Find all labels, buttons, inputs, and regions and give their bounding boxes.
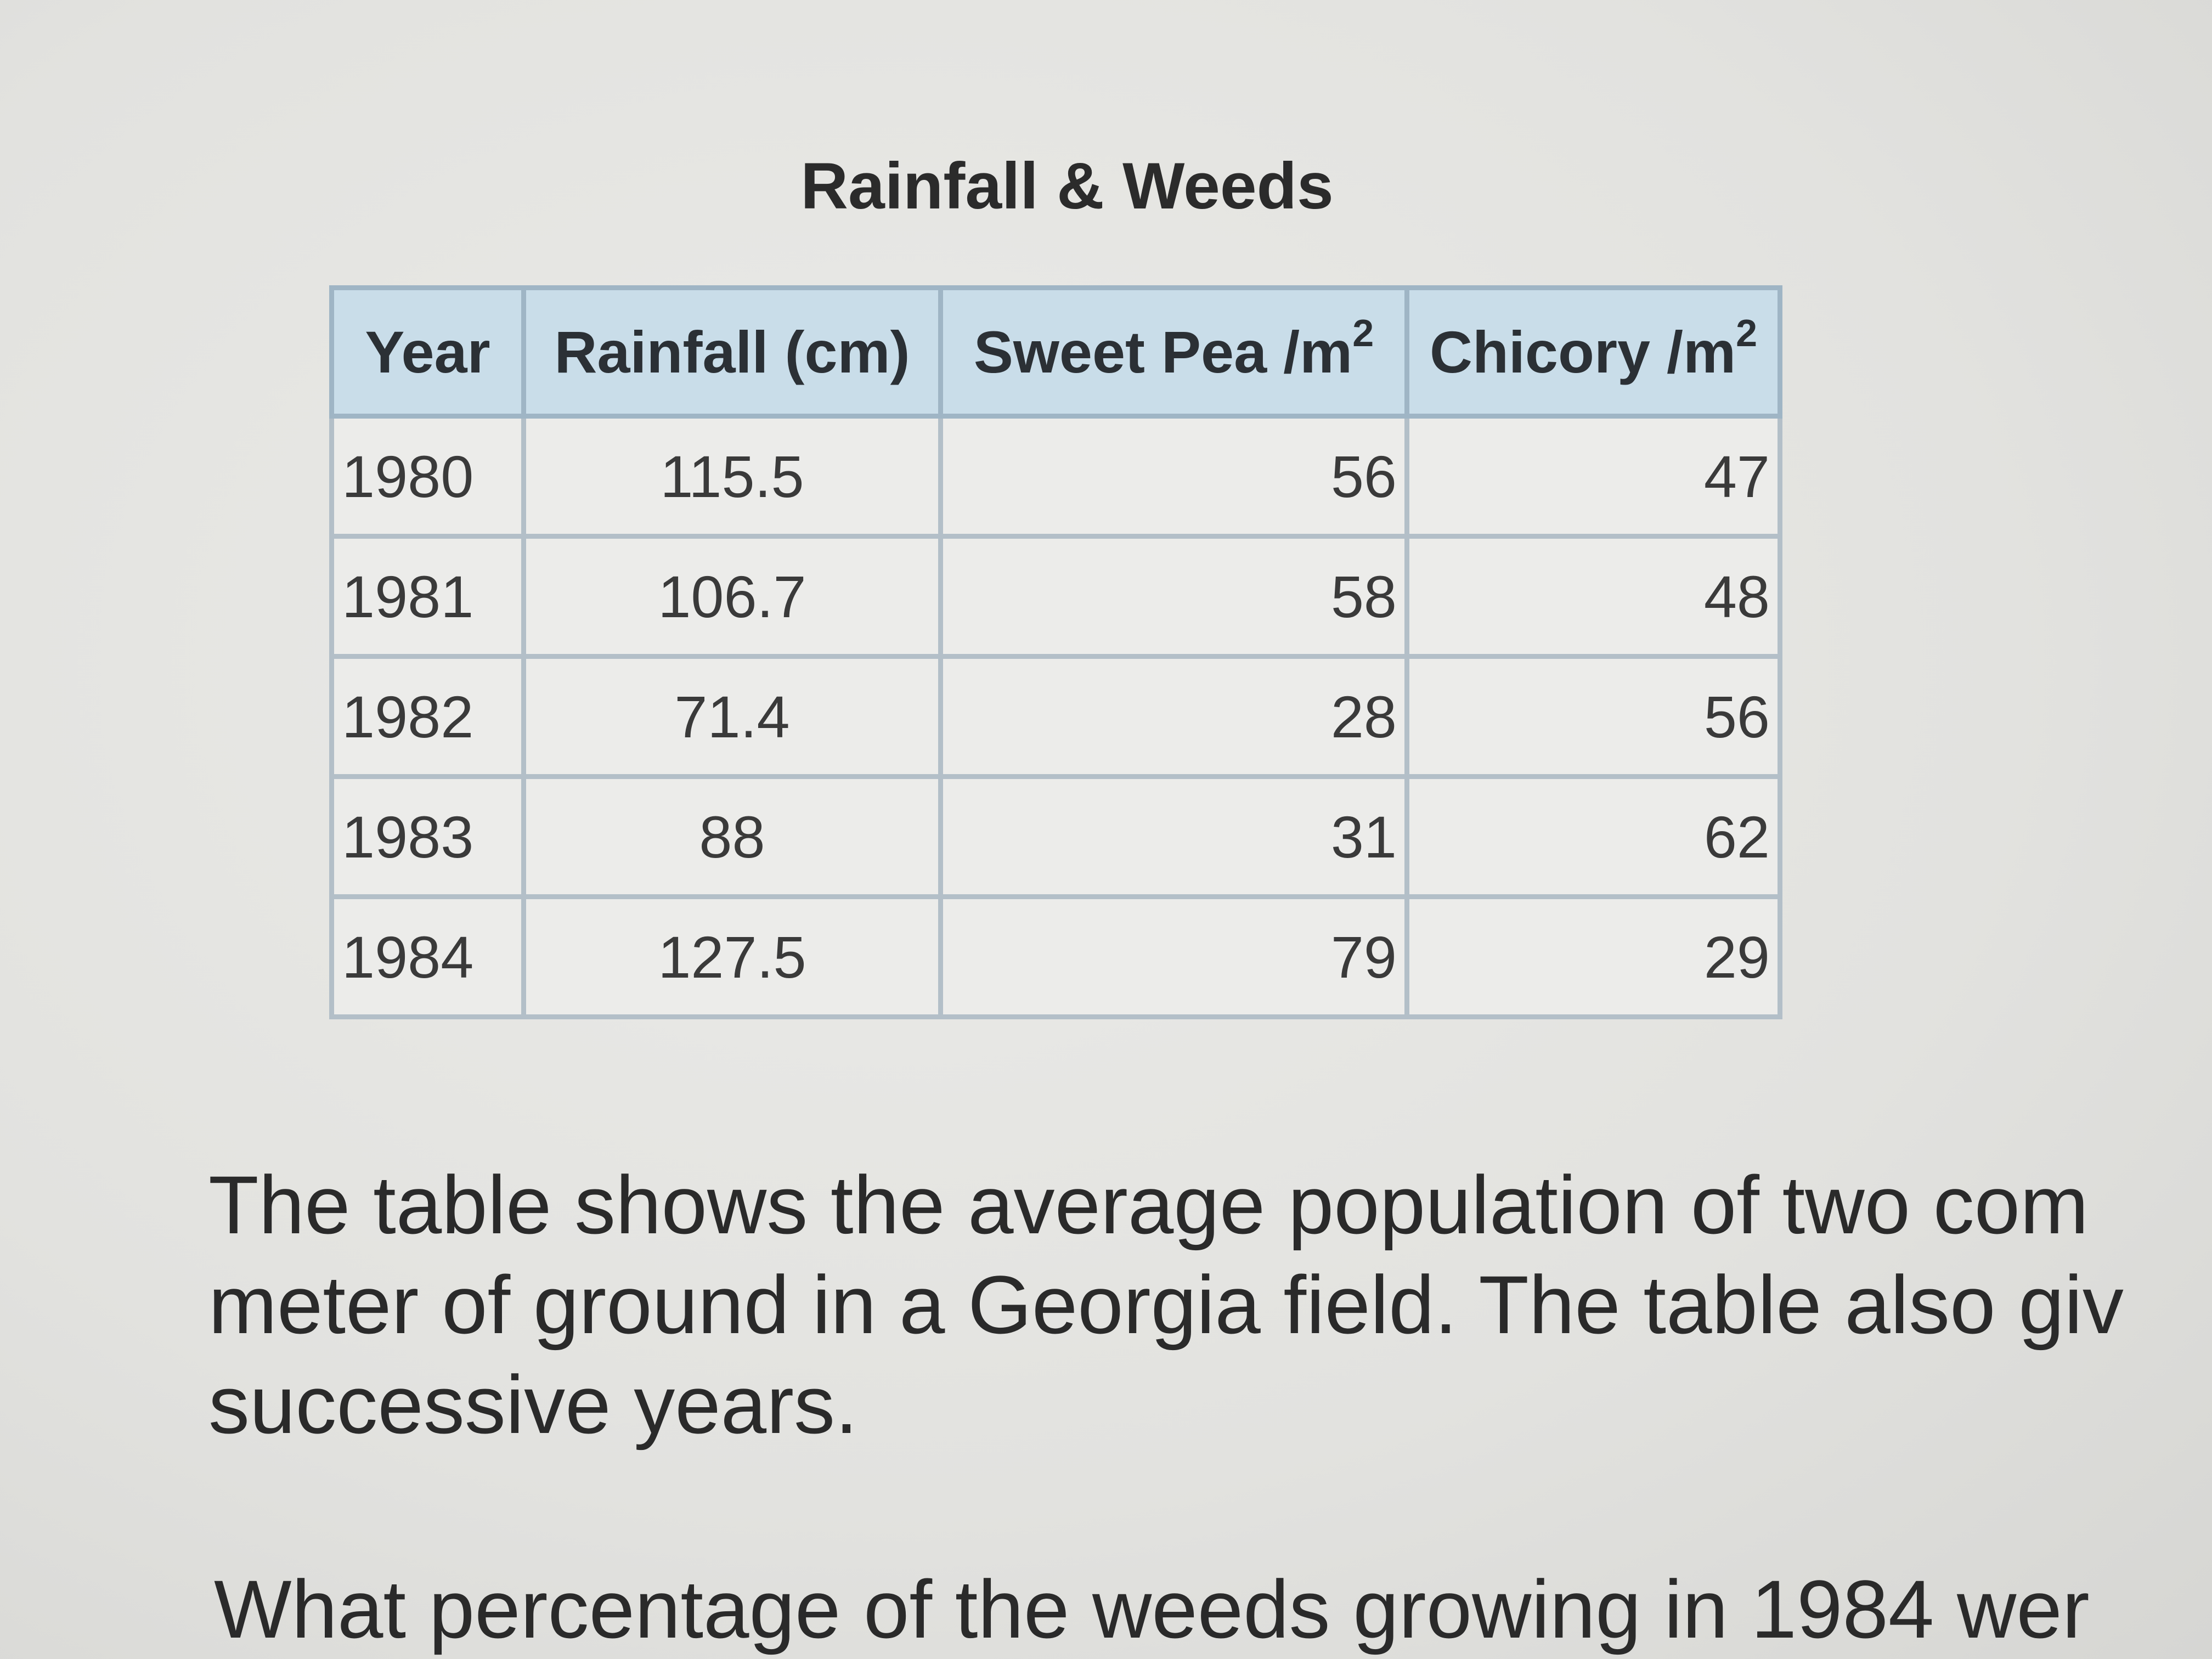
header-chicory bbox=[1407, 288, 1780, 416]
cell-chicory: 29 bbox=[1407, 897, 1780, 1017]
cell-rainfall: 71.4 bbox=[524, 657, 941, 777]
cell-chicory: 48 bbox=[1407, 537, 1780, 657]
cell-chicory: 62 bbox=[1407, 777, 1780, 897]
cell-chicory: 56 bbox=[1407, 657, 1780, 777]
cell-year: 1981 bbox=[332, 537, 524, 657]
cell-year: 1984 bbox=[332, 897, 524, 1017]
header-year bbox=[332, 288, 524, 416]
table-row bbox=[332, 777, 1780, 897]
header-sweet-pea-label: Sweet Pea /m bbox=[973, 319, 1353, 385]
cell-year: 1980 bbox=[332, 416, 524, 537]
cell-rainfall: 127.5 bbox=[524, 897, 941, 1017]
cell-year: 1982 bbox=[332, 657, 524, 777]
rainfall-weeds-table bbox=[329, 285, 1782, 1019]
header-chicory-label: Chicory /m bbox=[1429, 319, 1736, 385]
header-chicory-exponent: 2 bbox=[1736, 312, 1758, 354]
data-table-container bbox=[329, 285, 1778, 1019]
paragraph-line: successive years. bbox=[208, 1358, 858, 1451]
header-rainfall bbox=[524, 288, 941, 416]
table-header-row bbox=[332, 288, 1780, 416]
table-row bbox=[332, 897, 1780, 1017]
cell-sweet-pea: 56 bbox=[941, 416, 1407, 537]
table-title: Rainfall & Weeds bbox=[800, 149, 1334, 223]
question-text: What percentage of the weeds growing in 1984 wer bbox=[214, 1563, 2090, 1655]
header-sweet-pea-exponent: 2 bbox=[1352, 312, 1374, 354]
table-row bbox=[332, 657, 1780, 777]
header-sweet-pea bbox=[941, 288, 1407, 416]
header-year-label: Year bbox=[365, 319, 490, 385]
cell-chicory: 47 bbox=[1407, 416, 1780, 537]
cell-sweet-pea: 31 bbox=[941, 777, 1407, 897]
cell-sweet-pea: 58 bbox=[941, 537, 1407, 657]
paragraph-line: meter of ground in a Georgia field. The table also giv bbox=[208, 1259, 2124, 1351]
cell-rainfall: 115.5 bbox=[524, 416, 941, 537]
header-rainfall-label: Rainfall (cm) bbox=[554, 319, 910, 385]
cell-sweet-pea: 28 bbox=[941, 657, 1407, 777]
cell-sweet-pea: 79 bbox=[941, 897, 1407, 1017]
table-row bbox=[332, 537, 1780, 657]
cell-year: 1983 bbox=[332, 777, 524, 897]
paragraph-line: The table shows the average population of two com bbox=[208, 1159, 2089, 1251]
table-row bbox=[332, 416, 1780, 537]
cell-rainfall: 88 bbox=[524, 777, 941, 897]
cell-rainfall: 106.7 bbox=[524, 537, 941, 657]
description-paragraph bbox=[208, 1155, 2212, 1454]
